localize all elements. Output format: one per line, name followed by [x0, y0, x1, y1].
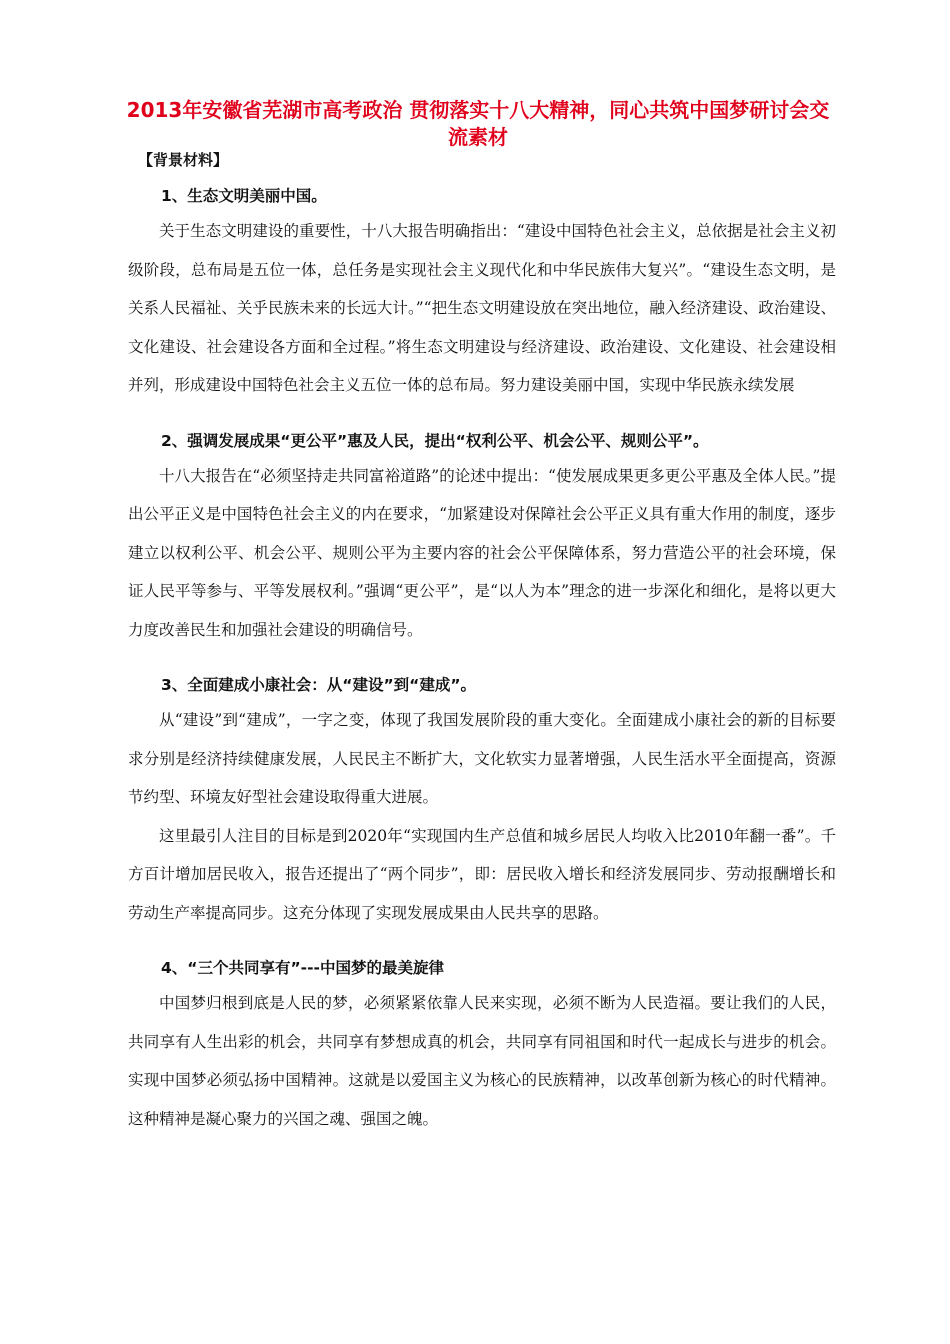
section-xiaokang — [128, 669, 836, 932]
section-heading: 4、“三个共同享有”---中国梦的最美旋律 — [161, 959, 444, 977]
paragraph: 从“建设”到“建成”，一字之变，体现了我国发展阶段的重大变化。全面建成小康社会的新的目标要求分别是经济持续健康发展，人民民主不断扩大，文化软实力显著增强，人民生活水平全面提高，资源节约型、环境友好型社会建设取得重大进展。 — [128, 711, 836, 806]
section-heading: 2、强调发展成果“更公平”惠及人民，提出“权利公平、机会公平、规则公平”。 — [161, 431, 709, 450]
section-china-dream — [128, 952, 836, 1138]
section-ecology — [128, 180, 836, 405]
section-fairness — [128, 425, 836, 650]
section-heading: 3、全面建成小康社会：从“建设”到“建成”。 — [161, 676, 477, 694]
document-body — [128, 180, 836, 1138]
paragraph: 十八大报告在“必须坚持走共同富裕道路”的论述中提出：“使发展成果更多更公平惠及全体人民。”提出公平正义是中国特色社会主义的内在要求，“加紧建设对保障社会公平正义具有重大作用的制度，逐步建立以权利公平、机会公平、规则公平为主要内容的社会公平保障体系，努力营造公平的社会环境，保证人民平等参与、平等发展权利。”强调“更公平”，是“以人为本”理念的进一步深化和细化，是将以更大力度改善民生和加强社会建设的明确信号。 — [128, 466, 836, 639]
paragraph: 关于生态文明建设的重要性，十八大报告明确指出：“建设中国特色社会主义，总依据是社会主义初级阶段，总布局是五位一体，总任务是实现社会主义现代化和中华民族伟大复兴”。“建设生态文明，是关系人民福祉、关乎民族未来的长远大计。”“把生态文明建设放在突出地位，融入经济建设、政治建设、文化建设、社会建设各方面和全过程。”将生态文明建设与经济建设、政治建设、文化建设、社会建设相并列，形成建设中国特色社会主义五位一体的总布局。努力建设美丽中国，实现中华民族永续发展 — [128, 222, 836, 394]
paragraph: 这里最引人注目的目标是到2020年“实现国内生产总值和城乡居民人均收入比2010年翻一番”。千方百计增加居民收入，报告还提出了“两个同步”，即：居民收入增长和经济发展同步、劳动报酬增长和劳动生产率提高同步。这充分体现了实现发展成果由人民共享的思路。 — [128, 826, 836, 922]
paragraph: 中国梦归根到底是人民的梦，必须紧紧依靠人民来实现，必须不断为人民造福。要让我们的人民，共同享有人生出彩的机会，共同享有梦想成真的机会，共同享有同祖国和时代一起成长与进步的机会。实现中国梦必须弘扬中国精神。这就是以爱国主义为核心的民族精神，以改革创新为核心的时代精神。这种精神是凝心聚力的兴国之魂、强国之魄。 — [128, 994, 836, 1128]
background-label: 【背景材料】 — [138, 151, 229, 169]
section-heading: 1、生态文明美丽中国。 — [161, 187, 327, 205]
document-title: 2013年安徽省芜湖市高考政治 贯彻落实十八大精神，同心共筑中国梦研讨会交流素材 — [126, 98, 830, 149]
